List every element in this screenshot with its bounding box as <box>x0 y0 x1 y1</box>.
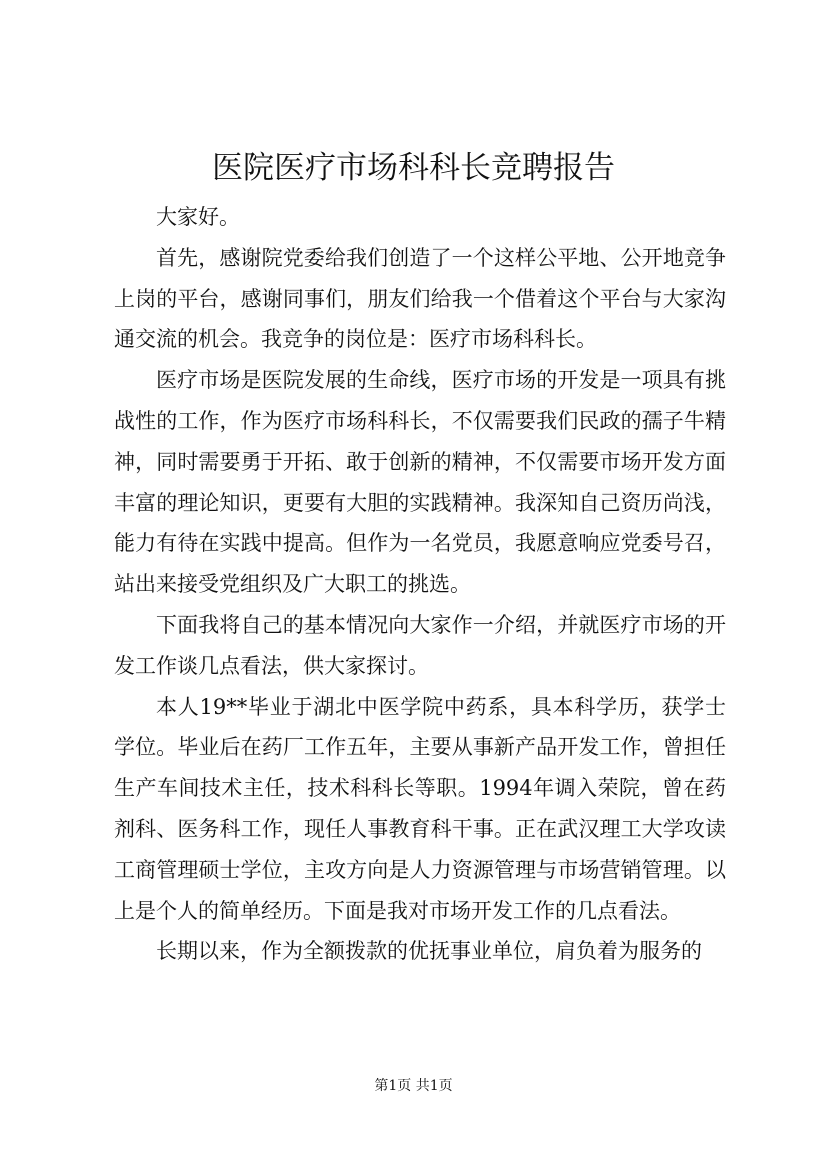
paragraph-thanks: 首先，感谢院党委给我们创造了一个这样公平地、公开地竞争上岗的平台，感谢同事们，朋友们给我一个借着这个平台与大家沟通交流的机会。我竞争的岗位是：医疗市场科科长。 <box>114 245 726 352</box>
document-body <box>114 197 726 972</box>
paragraph-background: 本人19**毕业于湖北中医学院中药系，具本科学历，获学士学位。毕业后在药厂工作五年，主要从事新产品开发工作，曾担任生产车间技术主任，技术科科长等职。1994年调入荣院，曾在药剂科、医务科工作，现任人事教育科干事。正在武汉理工大学攻读工商管理硕士学位，主攻方向是人力资源管理与市场营销管理。以上是个人的简单经历。下面是我对市场开发工作的几点看法。 <box>114 694 726 923</box>
paragraph-long-term: 长期以来，作为全额拨款的优抚事业单位，肩负着为服务的 <box>156 939 702 964</box>
document-title: 医院医疗市场科科长竞聘报告 <box>212 150 615 186</box>
paragraph-market-importance: 医疗市场是医院发展的生命线，医疗市场的开发是一项具有挑战性的工作，作为医疗市场科科长，不仅需要我们民政的孺子牛精神，同时需要勇于开拓、敢于创新的精神，不仅需要市场开发方面丰富的理论知识，更要有大胆的实践精神。我深知自己资历尚浅，能力有待在实践中提高。但作为一名党员，我愿意响应党委号召，站出来接受党组织及广大职工的挑选。 <box>114 368 726 597</box>
page-footer: 第1页 共1页 <box>374 1078 453 1094</box>
paragraph-greeting: 大家好。 <box>156 205 240 229</box>
paragraph-introduction: 下面我将自己的基本情况向大家作一介绍，并就医疗市场的开发工作谈几点看法，供大家探讨。 <box>114 612 726 678</box>
